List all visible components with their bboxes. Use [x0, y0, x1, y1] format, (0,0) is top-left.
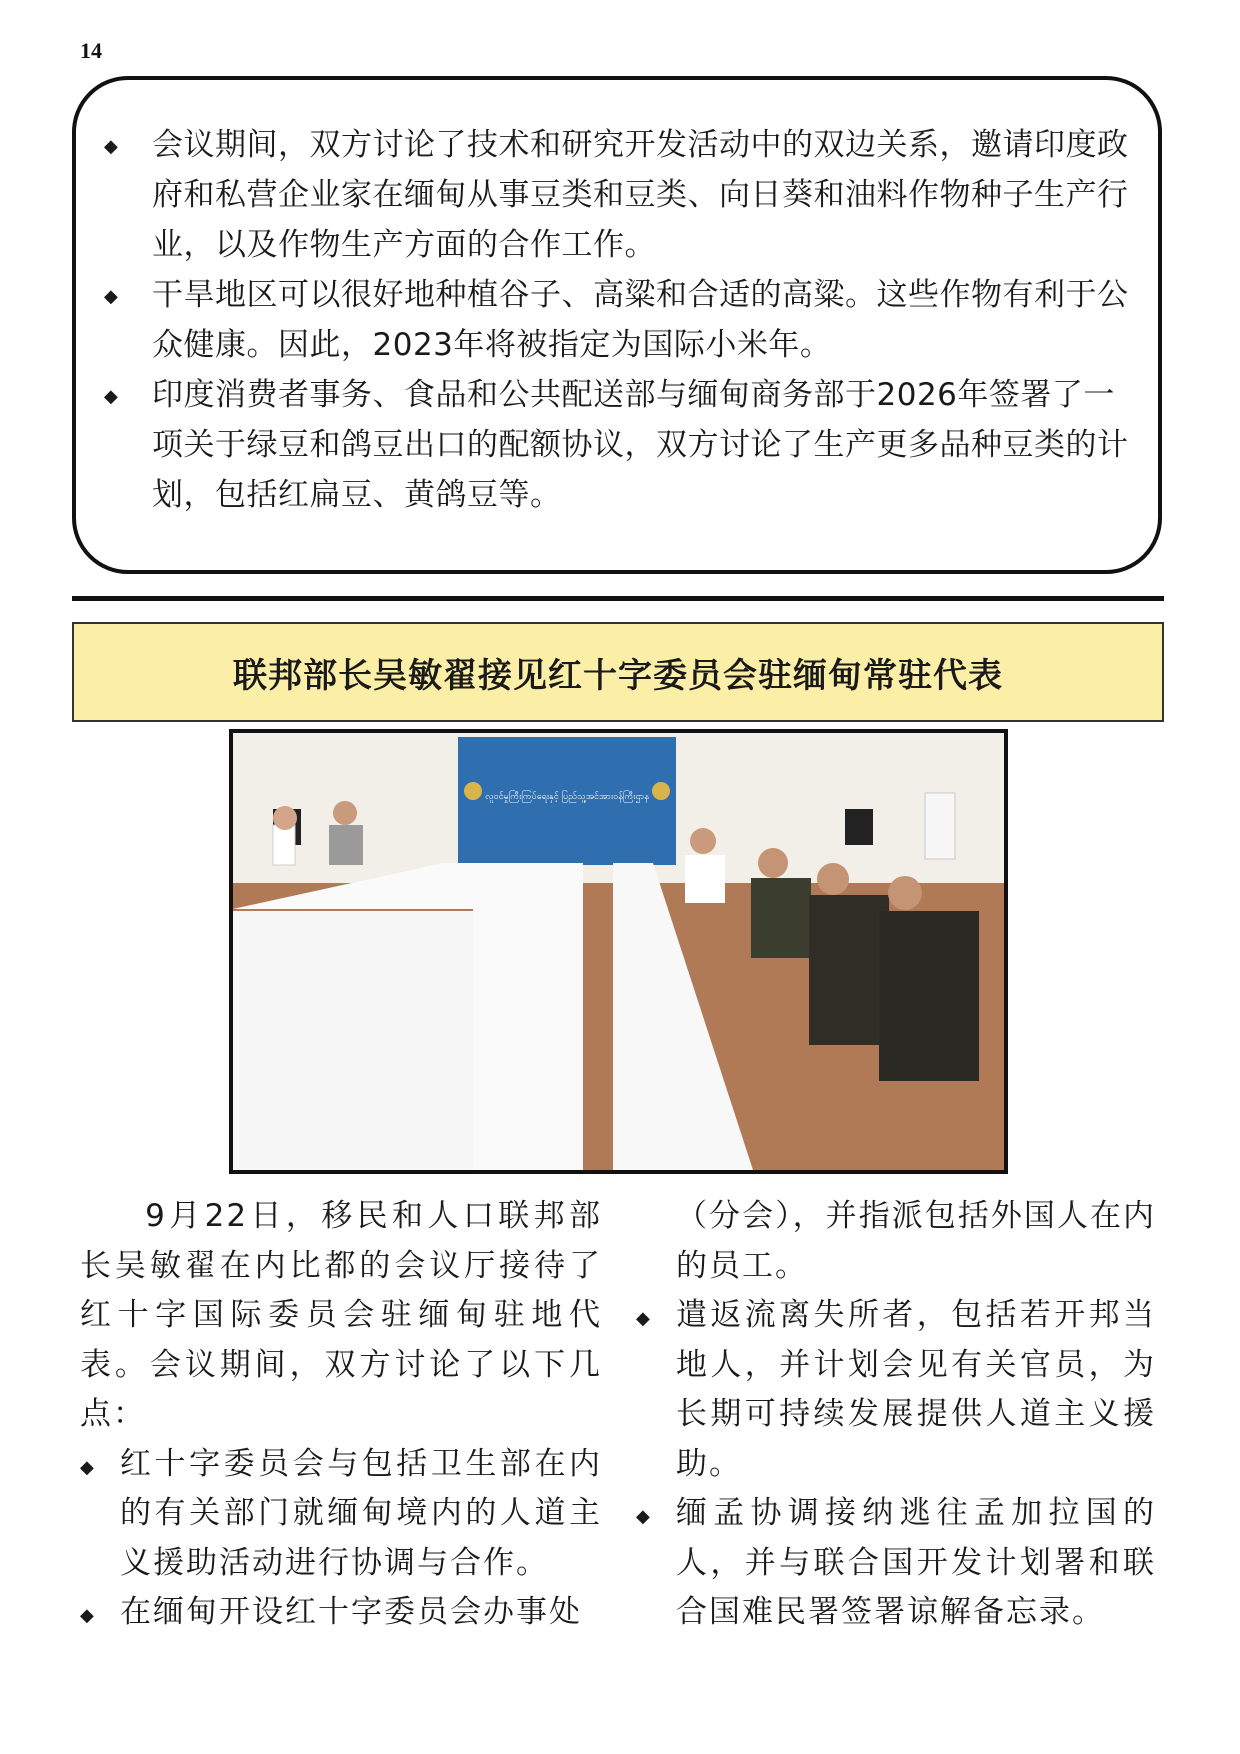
- diamond-bullet-icon: ◆: [80, 1605, 96, 1626]
- article-bullet-text: 缅孟协调接纳逃往孟加拉国的人，并与联合国开发计划署和联合国难民署签署谅解备忘录。: [676, 1495, 1156, 1630]
- article-intro: 9月22日，移民和人口联邦部长吴敏翟在内比都的会议厅接待了红十字国际委员会驻缅甸驻地代表。会议期间，双方讨论了以下几点：: [80, 1198, 602, 1432]
- page-number: 14: [80, 38, 102, 63]
- article-bullet-text: 遣返流离失所者，包括若开邦当地人，并计划会见有关官员，为长期可持续发展提供人道主义援助。: [676, 1297, 1156, 1482]
- article-right-column: [636, 1192, 1156, 1638]
- summary-bullet-text: 会议期间，双方讨论了技术和研究开发活动中的双边关系，邀请印度政府和私营企业家在缅甸从事豆类和豆类、向日葵和油料作物种子生产行业，以及作物生产方面的合作工作。: [152, 127, 1129, 263]
- summary-bullet-text: 印度消费者事务、食品和公共配送部与缅甸商务部于2026年签署了一项关于绿豆和鸽豆出口的配额协议，双方讨论了生产更多品种豆类的计划，包括红扁豆、黄鸽豆等。: [152, 377, 1129, 513]
- article-bullet-text: 红十字委员会与包括卫生部在内的有关部门就缅甸境内的人道主义援助活动进行协调与合作。: [120, 1445, 602, 1581]
- article-bullet-item: [80, 1588, 602, 1638]
- bullet-continuation: （分会），并指派包括外国人在内的员工。: [676, 1198, 1156, 1284]
- diamond-bullet-icon: ◆: [636, 1506, 652, 1527]
- meeting-photo-illustration: [233, 733, 1004, 1170]
- article-left-column: [80, 1192, 602, 1638]
- article-headline: 联邦部长吴敏翟接见红十字委员会驻缅甸常驻代表: [233, 655, 1003, 696]
- summary-box: [72, 76, 1162, 574]
- left-bullet-list: [80, 1440, 602, 1638]
- summary-bullet-list: [76, 80, 1158, 520]
- article-bullet-text: 在缅甸开设红十字委员会办事处: [120, 1594, 582, 1630]
- article-headline-banner: [72, 622, 1164, 722]
- summary-bullet-item: [104, 270, 1130, 370]
- diamond-bullet-icon: ◆: [104, 136, 119, 157]
- meeting-photo: [229, 729, 1008, 1174]
- right-bullet-list: [636, 1291, 1156, 1638]
- diamond-bullet-icon: ◆: [636, 1308, 652, 1329]
- article-bullet-item: [636, 1489, 1156, 1638]
- diamond-bullet-icon: ◆: [104, 386, 119, 407]
- article-bullet-item: [80, 1440, 602, 1589]
- banner-text: လူဝင်မှုကြီးကြပ်ရေးနှင့် ပြည်သူ့အင်အားဝန်ကြီးဌာန: [485, 792, 649, 802]
- section-divider: [72, 596, 1164, 601]
- diamond-bullet-icon: ◆: [80, 1456, 96, 1478]
- summary-bullet-text: 干旱地区可以很好地种植谷子、高粱和合适的高粱。这些作物有利于公众健康。因此，2023年将被指定为国际小米年。: [152, 277, 1129, 363]
- article-bullet-item: [636, 1291, 1156, 1489]
- diamond-bullet-icon: ◆: [104, 286, 119, 307]
- summary-bullet-item: [104, 120, 1130, 270]
- summary-bullet-item: [104, 370, 1130, 520]
